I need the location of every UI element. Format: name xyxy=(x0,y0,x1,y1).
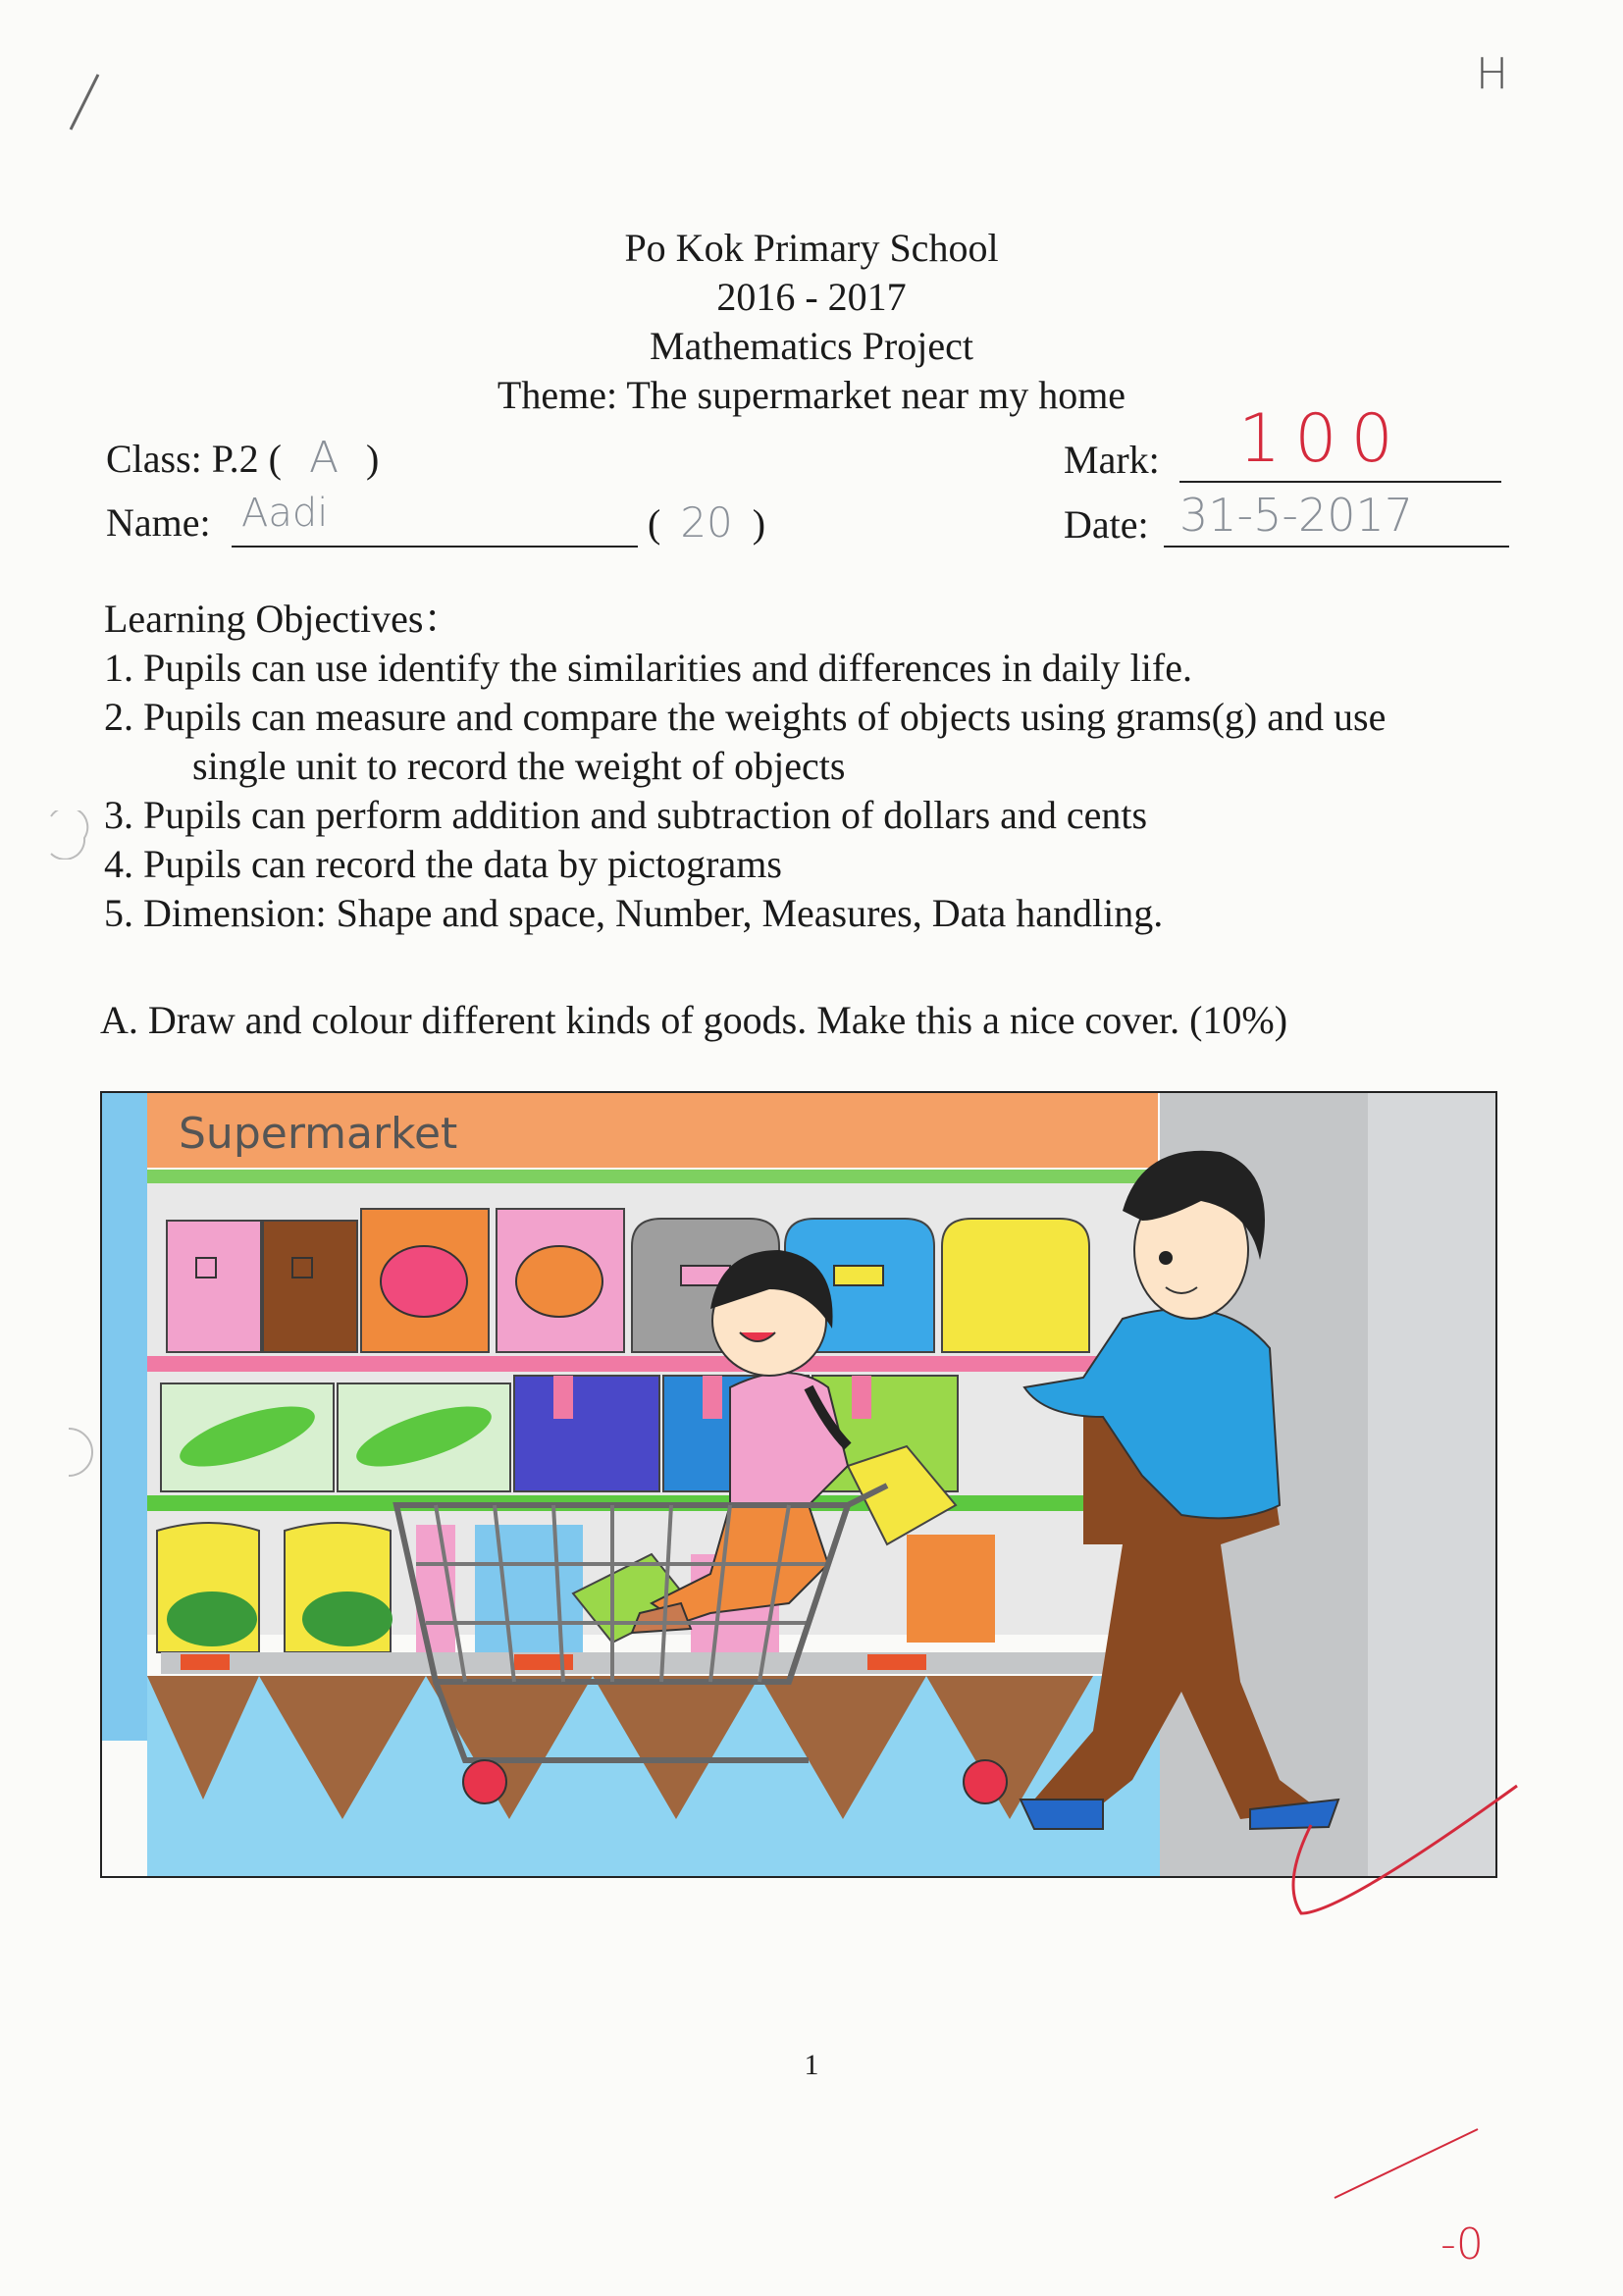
mark-underline xyxy=(1179,481,1501,483)
punch-hole-mark xyxy=(45,810,94,864)
name-label: Name: xyxy=(106,500,211,545)
theme-title: Theme: The supermarket near my home xyxy=(497,373,1126,417)
class-field xyxy=(106,434,379,484)
objective-item xyxy=(104,644,1556,693)
slash-mark xyxy=(65,69,104,142)
objective-item xyxy=(104,889,1556,938)
objective-text: 2. Pupils can measure and compare the weights of objects using grams(g) and use xyxy=(104,695,1387,739)
objective-text: 4. Pupils can record the data by pictograms xyxy=(104,842,782,886)
punch-hole-mark xyxy=(65,1425,104,1485)
class-value: A xyxy=(308,433,340,483)
class-close: ) xyxy=(366,437,380,481)
number-open: ( xyxy=(648,501,661,546)
number-value: 20 xyxy=(680,498,733,547)
task-instruction: A. Draw and colour different kinds of goods. Make this a nice cover. (10%) xyxy=(100,998,1288,1042)
mark-value: 100 xyxy=(1238,400,1407,478)
objective-text: 1. Pupils can use identify the similarities and differences in daily life. xyxy=(104,646,1192,690)
school-year: 2016 - 2017 xyxy=(716,275,907,319)
red-line-mark xyxy=(1331,2123,1488,2207)
student-number xyxy=(648,498,765,548)
learning-objectives xyxy=(104,595,1556,938)
objective-text: 5. Dimension: Shape and space, Number, Measures, Data handling. xyxy=(104,891,1164,935)
corner-mark: H xyxy=(1476,49,1509,99)
supermarket-drawing xyxy=(100,1091,1497,1878)
objective-continuation: single unit to record the weight of objects xyxy=(192,744,846,788)
subject-title: Mathematics Project xyxy=(650,324,973,368)
middle-shelf xyxy=(147,1356,1128,1372)
sign-text: Supermarket xyxy=(179,1109,458,1159)
wall-stripe xyxy=(102,1093,147,1741)
objective-item xyxy=(104,840,1556,889)
goods-box xyxy=(263,1221,357,1352)
goods-box xyxy=(167,1221,261,1352)
top-shelf xyxy=(147,1170,1187,1183)
date-label: Date: xyxy=(1064,502,1149,547)
objective-text: 3. Pupils can perform addition and subtraction of dollars and cents xyxy=(104,793,1148,837)
page-number: 1 xyxy=(804,2049,819,2081)
name-value: Aadi xyxy=(241,491,329,536)
bottom-mark: -0 xyxy=(1440,2219,1484,2270)
number-close: ) xyxy=(752,501,766,546)
date-value: 31-5-2017 xyxy=(1179,489,1414,542)
name-underline xyxy=(232,546,638,548)
goods-jar xyxy=(942,1219,1089,1352)
school-name: Po Kok Primary School xyxy=(624,226,999,270)
class-label: Class: P.2 ( xyxy=(106,437,282,481)
objective-item xyxy=(104,791,1556,840)
objective-item xyxy=(104,693,1556,791)
objectives-title: Learning Objectives： xyxy=(104,597,463,641)
check-mark xyxy=(1282,1766,1537,1948)
goods-box xyxy=(514,1376,659,1491)
header xyxy=(0,224,1623,420)
date-underline xyxy=(1164,546,1509,548)
mark-label: Mark: xyxy=(1064,438,1160,482)
